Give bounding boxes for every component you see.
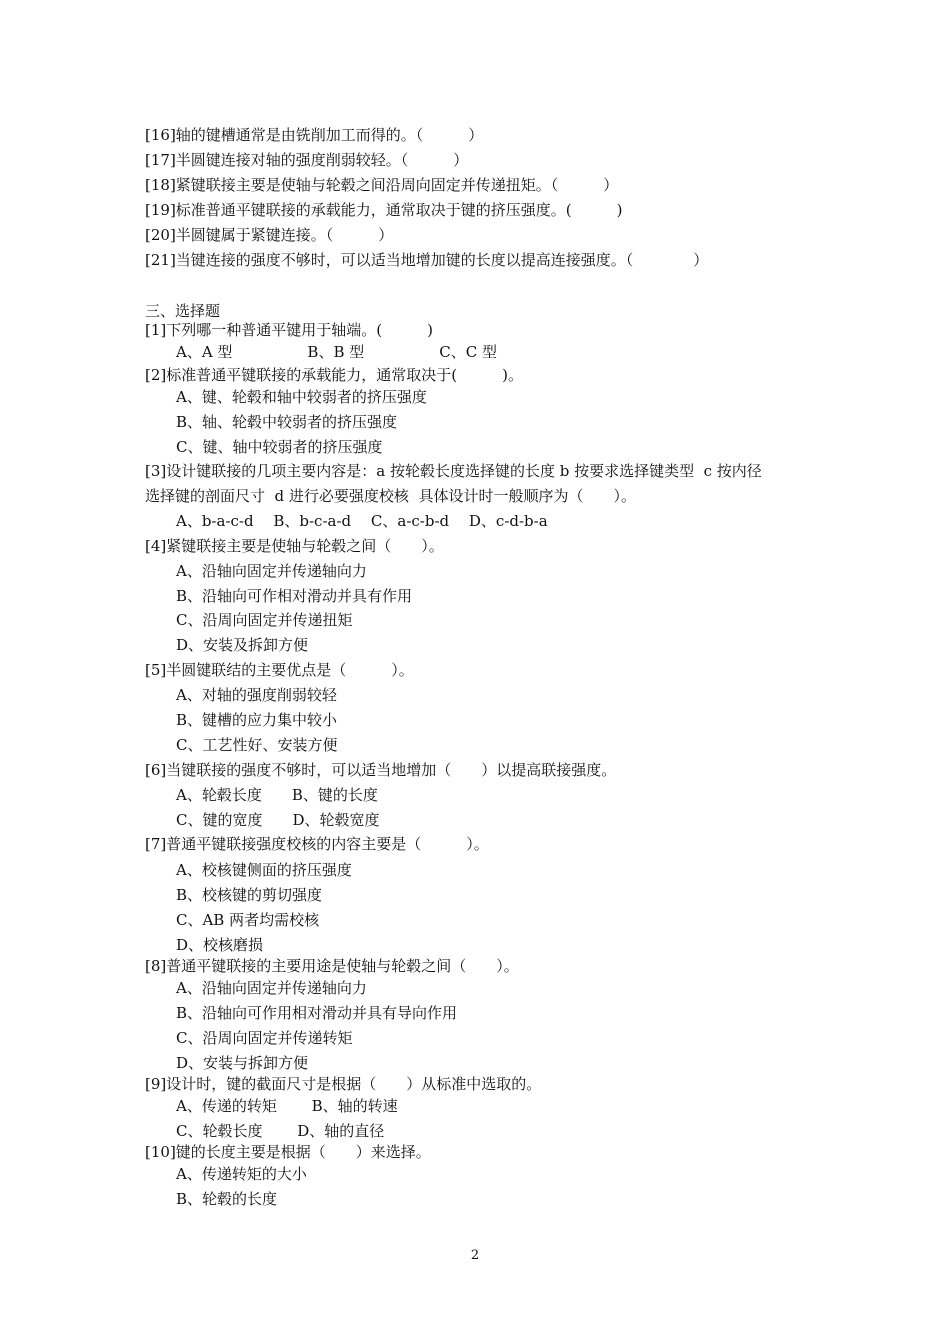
question-4-option-b: B、沿轴向可作相对滑动并具有作用 [176, 587, 413, 605]
question-7-stem: [7]普通平键联接强度校核的内容主要是（ ）。 [145, 835, 489, 853]
question-7-option-d: D、校核磨损 [176, 936, 264, 954]
question-7-option-a: A、校核键侧面的挤压强度 [176, 861, 352, 879]
question-1-stem: [1]下列哪一种普通平键用于轴端。( ) [145, 321, 433, 339]
question-2-option-c: C、键、轴中较弱者的挤压强度 [176, 438, 383, 456]
question-7-option-b: B、校核键的剪切强度 [176, 886, 323, 904]
question-10-stem: [10]键的长度主要是根据（ ）来选择。 [145, 1143, 431, 1161]
question-4-option-a: A、沿轴向固定并传递轴向力 [176, 562, 367, 580]
page-number: 2 [470, 1248, 480, 1263]
question-10-option-a: A、传递转矩的大小 [176, 1165, 307, 1183]
question-9-options-row2: C、轮毂长度 D、轴的直径 [176, 1122, 385, 1140]
question-8-option-a: A、沿轴向固定并传递轴向力 [176, 979, 367, 997]
judge-item-19: [19]标准普通平键联接的承载能力，通常取决于键的挤压强度。( ) [145, 201, 623, 219]
question-8-option-d: D、安装与拆卸方便 [176, 1054, 309, 1072]
question-5-option-a: A、对轴的强度削弱较轻 [176, 686, 337, 704]
question-8-option-c: C、沿周向固定并传递转矩 [176, 1029, 353, 1047]
question-8-option-b: B、沿轴向可作用相对滑动并具有导向作用 [176, 1004, 458, 1022]
judge-item-16: [16]轴的键槽通常是由铣削加工而得的。（ ） [145, 126, 484, 144]
question-9-options-row1: A、传递的转矩 B、轴的转速 [176, 1097, 398, 1115]
question-6-options-row2: C、键的宽度 D、轮毂宽度 [176, 811, 380, 829]
question-5-option-b: B、键槽的应力集中较小 [176, 711, 338, 729]
question-4-stem: [4]紧键联接主要是使轴与轮毂之间（ ）。 [145, 537, 444, 555]
judge-item-17: [17]半圆键连接对轴的强度削弱较轻。（ ） [145, 151, 469, 169]
section-title: 三、选择题 [145, 302, 221, 320]
question-4-option-d: D、安装及拆卸方便 [176, 636, 309, 654]
question-10-option-b: B、轮毂的长度 [176, 1190, 278, 1208]
question-2-option-a: A、键、轮毂和轴中较弱者的挤压强度 [176, 388, 427, 406]
judge-item-18: [18]紧键联接主要是使轴与轮毂之间沿周向固定并传递扭矩。（ ） [145, 176, 619, 194]
question-3-options: A、b-a-c-d B、b-c-a-d C、a-c-b-d D、c-d-b-a [176, 512, 548, 530]
question-5-option-c: C、工艺性好、安装方便 [176, 736, 338, 754]
question-2-option-b: B、轴、轮毂中较弱者的挤压强度 [176, 413, 398, 431]
question-8-stem: [8]普通平键联接的主要用途是使轴与轮毂之间（ ）。 [145, 957, 519, 975]
judge-item-20: [20]半圆键属于紧键连接。（ ） [145, 226, 394, 244]
question-1-options: A、A 型 B、B 型 C、C 型 [176, 343, 497, 361]
question-5-stem: [5]半圆键联结的主要优点是（ ）。 [145, 661, 414, 679]
question-6-stem: [6]当键联接的强度不够时，可以适当地增加（ ）以提高联接强度。 [145, 761, 617, 779]
question-7-option-c: C、AB 两者均需校核 [176, 911, 320, 929]
question-3-stem-line2: 选择键的剖面尺寸 d 进行必要强度校核 具体设计时一般顺序为（ ）。 [145, 487, 636, 505]
question-2-stem: [2]标准普通平键联接的承载能力，通常取决于( )。 [145, 366, 523, 384]
question-4-option-c: C、沿周向固定并传递扭矩 [176, 611, 353, 629]
judge-item-21: [21]当键连接的强度不够时，可以适当地增加键的长度以提高连接强度。（ ） [145, 251, 709, 269]
question-3-stem-line1: [3]设计键联接的几项主要内容是：a 按轮毂长度选择键的长度 b 按要求选择键类型 c 按内径 [145, 462, 762, 480]
question-9-stem: [9]设计时，键的截面尺寸是根据（ ）从标准中选取的。 [145, 1075, 542, 1093]
question-6-options-row1: A、轮毂长度 B、键的长度 [176, 786, 378, 804]
